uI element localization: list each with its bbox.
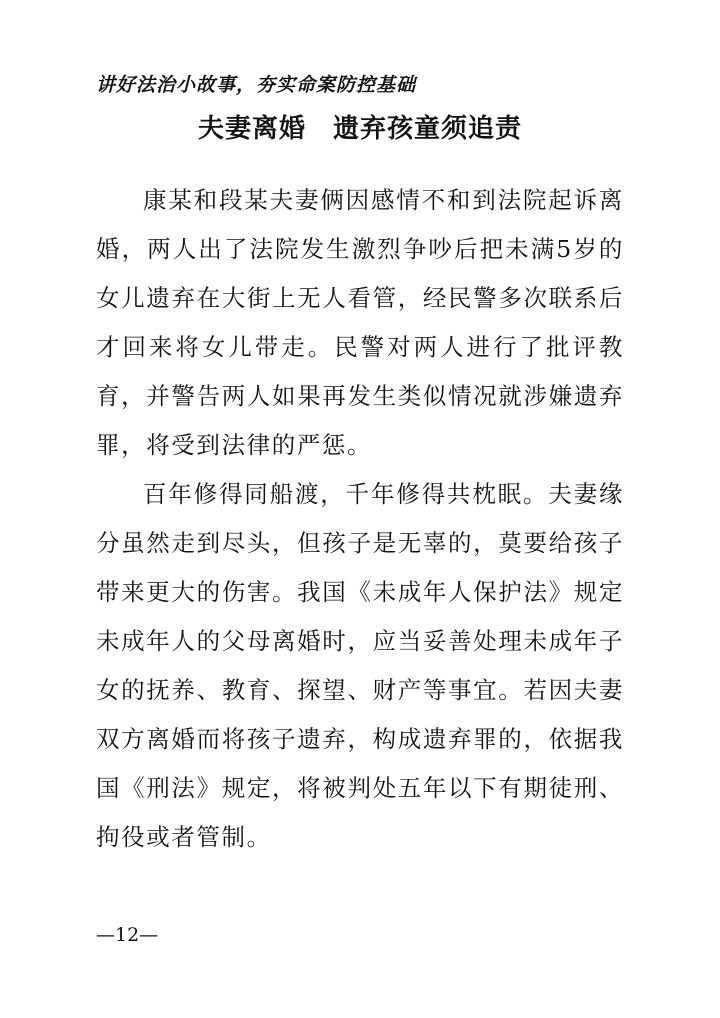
- paragraph-1: 康某和段某夫妻俩因感情不和到法院起诉离婚，两人出了法院发生激烈争吵后把未满5岁的女儿遗弃在大街上无人看管，经民警多次联系后才回来将女儿带走。民警对两人进行了批评教育，并警告两人如果再发生类似情况就涉嫌遗弃罪，将受到法律的严惩。: [96, 186, 624, 459]
- article-title: 夫妻离婚 遗弃孩童须追责: [197, 114, 522, 144]
- page-number: —12—: [96, 924, 159, 946]
- article-body: [96, 176, 624, 862]
- header-slogan: 讲好法治小故事，夯实命案防控基础: [96, 74, 417, 96]
- paragraph-2: 百年修得同船渡，千年修得共枕眠。夫妻缘分虽然走到尽头，但孩子是无辜的，莫要给孩子带来更大的伤害。我国《未成年人保护法》规定未成年人的父母离婚时，应当妥善处理未成年子女的抚养、教育、探望、财产等事宜。若因夫妻双方离婚而将孩子遗弃，构成遗弃罪的，依据我国《刑法》规定，将被判处五年以下有期徒刑、拘役或者管制。: [96, 480, 624, 851]
